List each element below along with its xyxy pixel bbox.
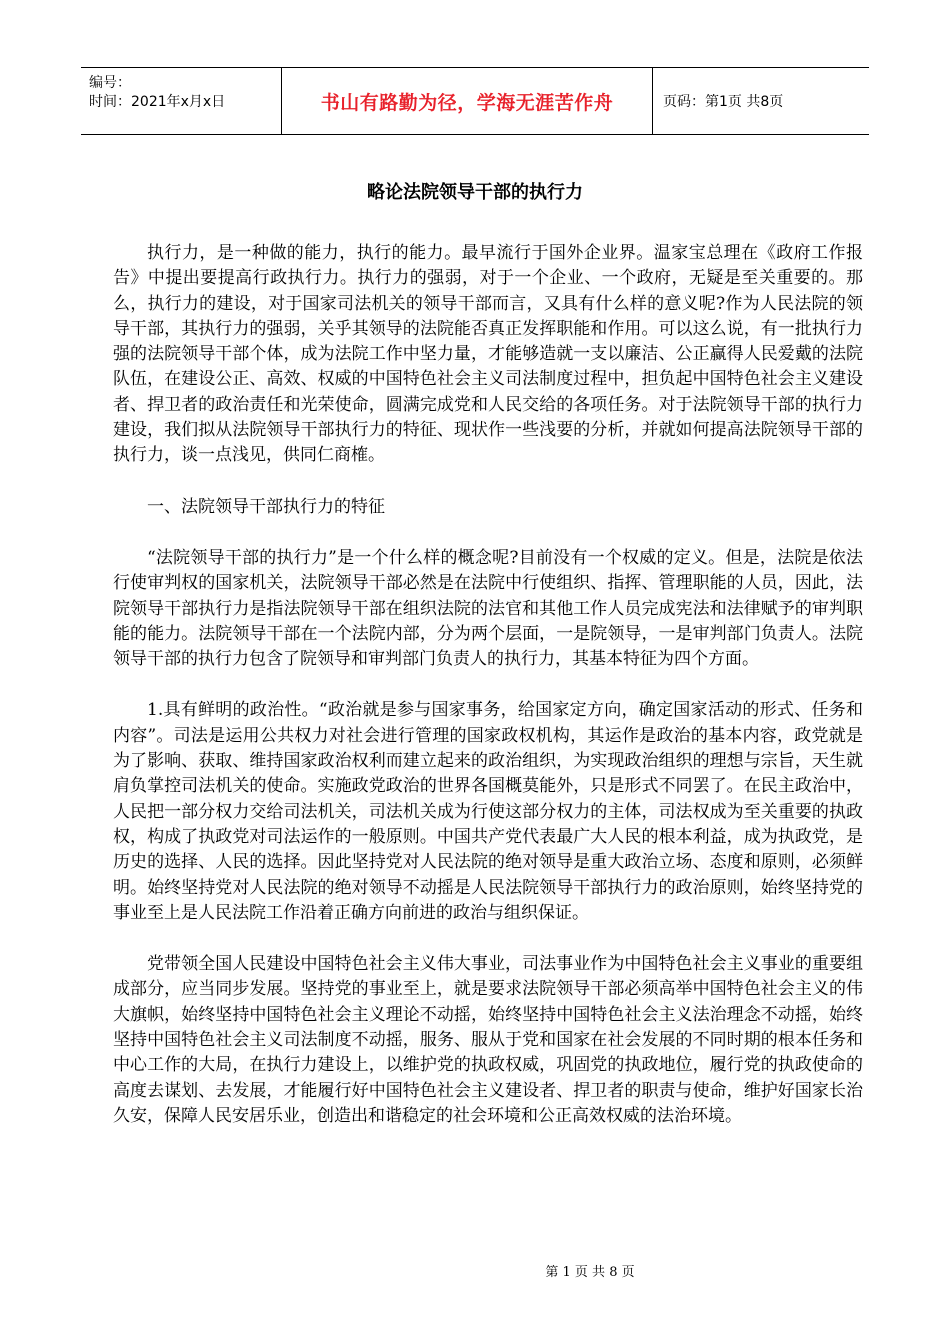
document-header (81, 67, 869, 135)
header-motto: 书山有路勤为径，学海无涯苦作舟 (281, 68, 653, 134)
paragraph-definition: “法院领导干部的执行力”是一个什么样的概念呢?目前没有一个权威的定义。但是，法院是依法行使审判权的国家机关，法院领导干部必然是在法院中行使组织、指挥、管理职能的人员，因此，法院领导干部执行力是指法院领导干部在组织法院的法官和其他工作人员完成宪法和法律赋予的审判职能的能力。法院领导干部在一个法院内部，分为两个层面，一是院领导，一是审判部门负责人。法院领导干部的执行力包含了院领导和审判部门负责人的执行力，其基本特征为四个方面。 (113, 547, 863, 670)
header-meta (81, 68, 281, 134)
paragraph-party-cause: 党带领全国人民建设中国特色社会主义伟大事业，司法事业作为中国特色社会主义事业的重要组成部分，应当同步发展。坚持党的事业至上，就是要求法院领导干部必须高举中国特色社会主义的伟大旗帜，始终坚持中国特色社会主义理论不动摇，始终坚持中国特色社会主义法治理念不动摇，始终坚持中国特色社会主义司法制度不动摇，服务、服从于党和国家在社会发展的不同时期的根本任务和中心工作的大局，在执行力建设上，以维护党的执政权威，巩固党的执政地位，履行党的执政使命的高度去谋划、去发展，才能履行好中国特色社会主义建设者、捍卫者的职责与使命，维护好国家长治久安，保障人民安居乐业，创造出和谐稳定的社会环境和公正高效权威的法治环境。 (113, 954, 863, 1126)
number-label: 编号： (89, 75, 131, 91)
time-label: 时间：2021年x月x日 (89, 94, 226, 110)
page-footer: 第 1 页 共 8 页 (545, 1265, 635, 1280)
paragraph-intro: 执行力，是一种做的能力，执行的能力。最早流行于国外企业界。温家宝总理在《政府工作报告》中提出要提高行政执行力。执行力的强弱，对于一个企业、一个政府，无疑是至关重要的。那么，执行力的建设，对于国家司法机关的领导干部而言，又具有什么样的意义呢?作为人民法院的领导干部，其执行力的强弱，关乎其领导的法院能否真正发挥职能和作用。可以这么说，有一批执行力强的法院领导干部个体，成为法院工作中坚力量，才能够造就一支以廉洁、公正赢得人民爱戴的法院队伍，在建设公正、高效、权威的中国特色社会主义司法制度过程中，担负起中国特色社会主义建设者、捍卫者的政治责任和光荣使命，圆满完成党和人民交给的各项任务。对于法院领导干部的执行力建设，我们拟从法院领导干部执行力的特征、现状作一些浅要的分析，并就如何提高法院领导干部的执行力，谈一点浅见，供同仁商榷。 (113, 243, 863, 466)
paragraph-political: 1.具有鲜明的政治性。“政治就是参与国家事务，给国家定方向，确定国家活动的形式、任务和内容”。司法是运用公共权力对社会进行管理的国家政权机构，其运作是政治的基本内容，政党就是为了影响、获取、维持国家政治权利而建立起来的政治组织，为实现政治组织的理想与宗旨，天生就肩负掌控司法机关的使命。实施政党政治的世界各国概莫能外，只是形式不同罢了。在民主政治中，人民把一部分权力交给司法机关，司法机关成为行使这部分权力的主体，司法权成为至关重要的执政权，构成了执政党对司法运作的一般原则。中国共产党代表最广大人民的根本利益，成为执政党，是历史的选择、人民的选择。因此坚持党对人民法院的绝对领导是重大政治立场、态度和原则，必须鲜明。始终坚持党对人民法院的绝对领导不动摇是人民法院领导干部执行力的政治原则，始终坚持党的事业至上是人民法院工作沿着正确方向前进的政治与组织保证。 (113, 700, 863, 923)
document-body (113, 241, 863, 1129)
header-page-info: 页码：第1页 共8页 (663, 94, 784, 110)
document-title: 略论法院领导干部的执行力 (367, 182, 583, 203)
section-heading-1: 一、法院领导干部执行力的特征 (147, 496, 385, 517)
